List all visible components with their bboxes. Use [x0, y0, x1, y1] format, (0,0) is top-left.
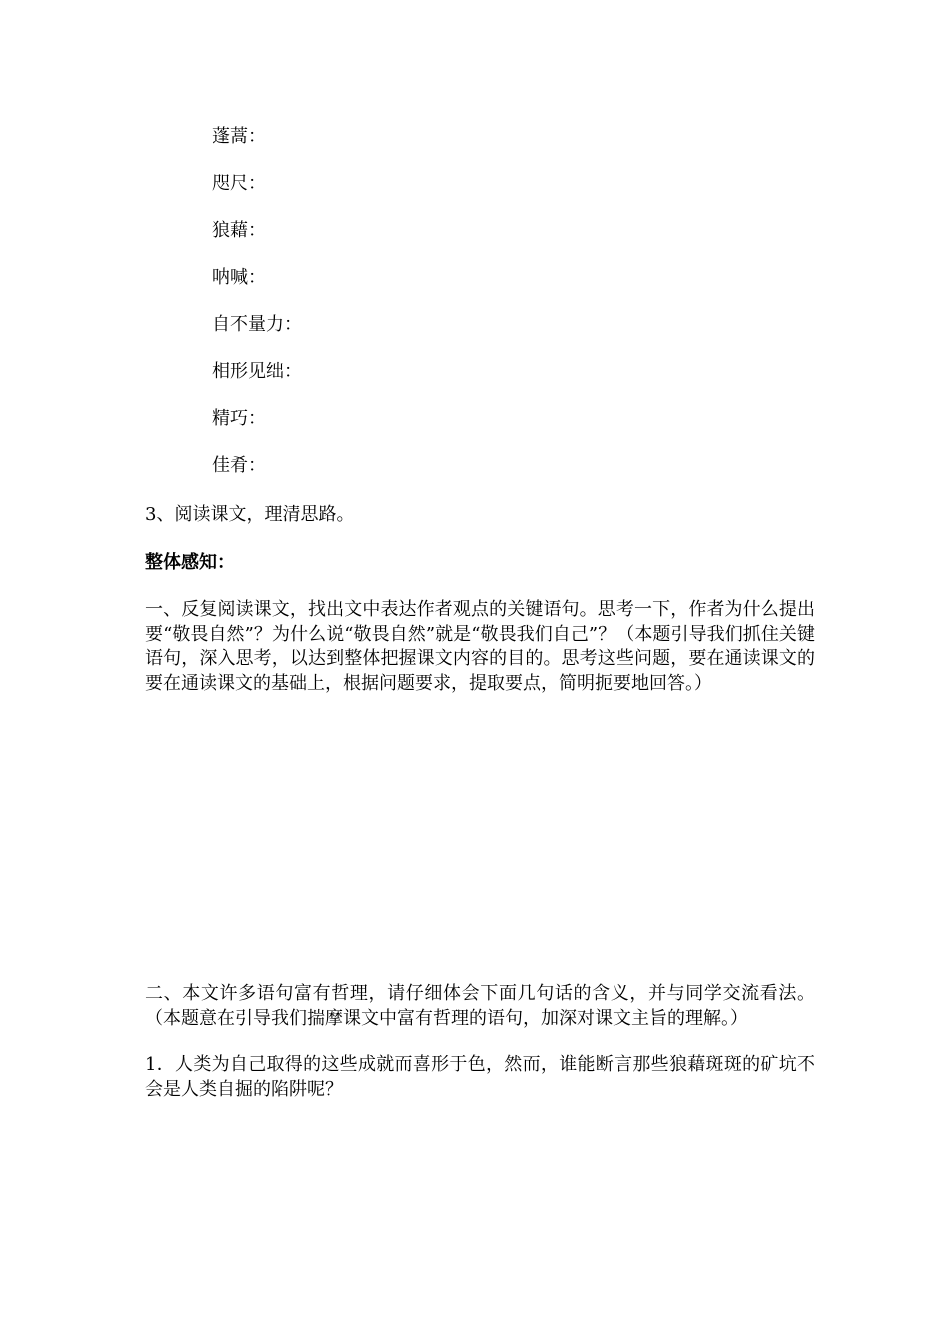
vocab-item-zibuliangli: 自不量力：: [212, 314, 302, 335]
vocab-item-langji: 狼藉：: [212, 220, 266, 241]
step-3-instruction: 3、阅读课文，理清思路。: [145, 504, 355, 525]
question-two-item-1: 1．人类为自己取得的这些成就而喜形于色，然而，谁能断言那些狼藉斑斑的矿坑不会是人类自掘的陷阱呢？: [145, 1054, 815, 1100]
question-two: 二、本文许多语句富有哲理，请仔细体会下面几句话的含义，并与同学交流看法。（本题意在引导我们揣摩课文中富有哲理的语句，加深对课文主旨的理解。）: [145, 983, 815, 1029]
overall-perception-heading: 整体感知：: [145, 552, 235, 573]
question-one: 一、反复阅读课文，找出文中表达作者观点的关键语句。思考一下，作者为什么提出要“敬畏自然”？为什么说“敬畏自然”就是“敬畏我们自己”？（本题引导我们抓住关键语句，深入思考，以达到整体把握课文内容的目的。思考这些问题，要在通读课文的要在通读课文的基础上，根据问题要求，提取要点，简明扼要地回答。）: [145, 599, 815, 694]
vocab-item-jiayao: 佳肴：: [212, 455, 266, 476]
vocab-item-penghao: 蓬蒿：: [212, 126, 266, 147]
vocab-item-nahan: 呐喊：: [212, 267, 266, 288]
vocab-item-xiangxingjianchu: 相形见绌：: [212, 361, 302, 382]
vocab-item-jingqiao: 精巧：: [212, 408, 266, 429]
vocab-item-zhichi: 咫尺：: [212, 173, 266, 194]
